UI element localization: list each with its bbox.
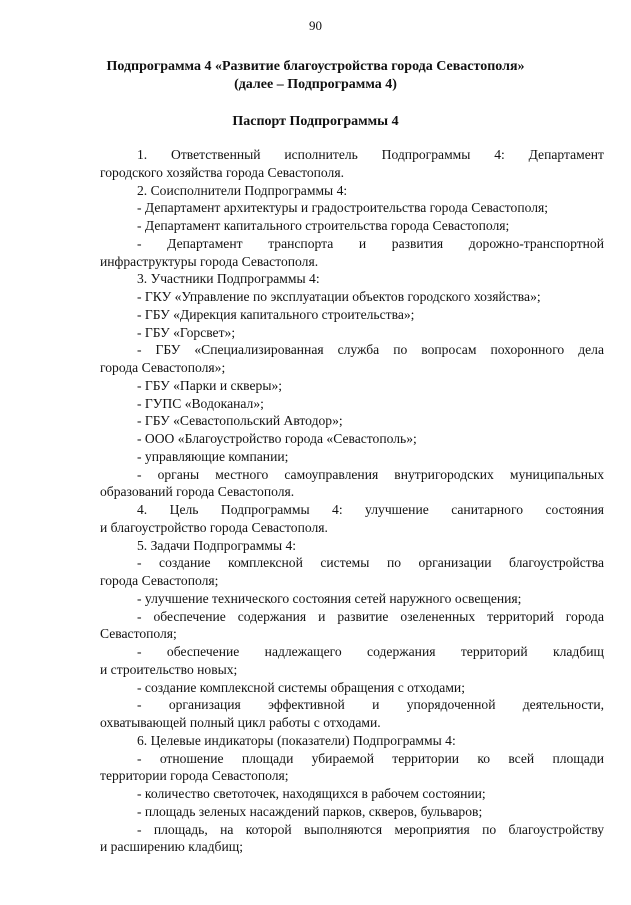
text-line: Севастополя;	[100, 626, 177, 642]
text-line: города Севастополя»;	[100, 360, 226, 375]
text-line: - ГКУ «Управление по эксплуатации объектов городского хозяйства»;	[137, 289, 541, 304]
text-line: - обеспечение надлежащего содержания территорий кладбищ	[137, 644, 604, 659]
text-line: территории города Севастополя;	[100, 768, 289, 784]
text-line: 4. Цель Подпрограммы 4: улучшение санитарного состояния	[137, 502, 604, 517]
text-line: - ГУПС «Водоканал»;	[137, 395, 264, 411]
text-line: - ГБУ «Дирекция капитального строительства»;	[137, 306, 415, 322]
text-line: - обеспечение содержания и развитие озелененных территорий города	[137, 608, 604, 624]
text-line: охватывающей полный цикл работы с отходами.	[100, 715, 381, 730]
text-line: 6. Целевые индикаторы (показатели) Подпрограммы 4:	[137, 732, 456, 748]
text-line: 2. Соисполнители Подпрограммы 4:	[137, 182, 348, 198]
text-line: - улучшение технического состояния сетей наружного освещения;	[137, 590, 522, 606]
text-line: - количество светоточек, находящихся в рабочем состоянии;	[137, 786, 486, 801]
text-line: образований города Севастополя.	[100, 484, 295, 500]
text-line: и расширению кладбищ;	[100, 839, 243, 855]
text-line: и строительство новых;	[100, 661, 238, 677]
text-line: - управляющие компании;	[137, 448, 289, 464]
text-line: 5. Задачи Подпрограммы 4:	[137, 537, 297, 553]
text-line: - ГБУ «Горсвет»;	[137, 324, 236, 340]
text-line: - организация эффективной и упорядоченной деятельности,	[137, 697, 604, 713]
document-body	[100, 146, 604, 856]
text-line: 3. Участники Подпрограммы 4:	[137, 271, 320, 287]
text-line: 1. Ответственный исполнитель Подпрограммы 4: Департамент	[137, 147, 604, 162]
passport-title: Паспорт Подпрограммы 4	[232, 114, 399, 129]
text-line: - создание комплексной системы по организации благоустройства	[137, 555, 604, 571]
text-line: - ООО «Благоустройство города «Севастополь»;	[137, 431, 417, 446]
text-line: - ГБУ «Севастопольский Автодор»;	[137, 413, 343, 429]
subprogram-title-line-1: Подпрограмма 4 «Развитие благоустройства города Севастополя»	[106, 59, 525, 74]
text-line: инфраструктуры города Севастополя.	[100, 253, 319, 269]
subprogram-title-line-2: (далее – Подпрограмма 4)	[234, 77, 397, 92]
text-line: - площадь зеленых насаждений парков, скверов, бульваров;	[137, 803, 483, 819]
text-line: - площадь, на которой выполняются мероприятия по благоустройству	[137, 821, 604, 837]
text-line: - Департамент капитального строительства города Севастополя;	[137, 218, 510, 233]
text-line: - отношение площади убираемой территории ко всей площади	[137, 750, 604, 766]
text-line: - Департамент архитектуры и градостроительства города Севастополя;	[137, 200, 549, 216]
text-line: - ГБУ «Парки и скверы»;	[137, 377, 283, 393]
text-line: - Департамент транспорта и развития дорожно-транспортной	[137, 235, 604, 251]
page-number: 90	[309, 18, 322, 33]
text-line: - органы местного самоуправления внутригородских муниципальных	[137, 466, 604, 482]
text-line: и благоустройство города Севастополя.	[100, 519, 328, 535]
text-line: города Севастополя;	[100, 573, 219, 588]
text-line: городского хозяйства города Севастополя.	[100, 164, 344, 180]
text-line: - ГБУ «Специализированная служба по вопросам похоронного дела	[137, 342, 604, 358]
text-line: - создание комплексной системы обращения с отходами;	[137, 679, 465, 695]
